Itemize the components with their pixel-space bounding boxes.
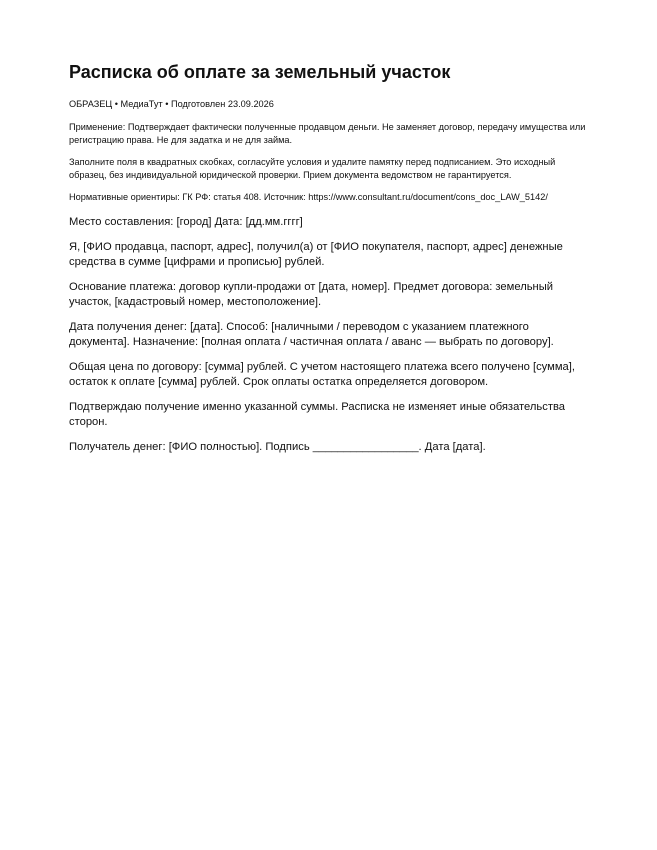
- confirmation-paragraph: Подтверждаю получение именно указанной суммы. Расписка не изменяет иные обязательства сторон.: [69, 400, 566, 428]
- signature-line-paragraph: Получатель денег: [ФИО полностью]. Подпись _________________. Дата [дата].: [69, 440, 486, 453]
- document-meta: ОБРАЗЕЦ • МедиаТут • Подготовлен 23.09.2026: [69, 99, 274, 109]
- receipt-statement-paragraph: Я, [ФИО продавца, паспорт, адрес], получил(а) от [ФИО покупателя, паспорт, адрес] денежные средства в сумме [цифрами и прописью] рублей.: [69, 240, 563, 268]
- price-balance-paragraph: Общая цена по договору: [сумма] рублей. С учетом настоящего платежа всего получено [сумма], остаток к оплате [сумма] рублей. Срок оплаты остатка определяется договором.: [69, 360, 575, 388]
- place-and-date-paragraph: Место составления: [город] Дата: [дд.мм.гггг]: [69, 216, 303, 228]
- document-title: Расписка об оплате за земельный участок: [69, 62, 451, 82]
- payment-details-paragraph: Дата получения денег: [дата]. Способ: [наличными / переводом с указанием платежного документа]. Назначение: [полная оплата / частичная оплата / аванс — выбрать по договору].: [69, 320, 554, 348]
- fill-instructions-note: Заполните поля в квадратных скобках, согласуйте условия и удалите памятку перед подписанием. Это исходный образец, без индивидуальной юридической проверки. Прием документа ведомством не гарантируется.: [69, 157, 556, 180]
- legal-reference-note: Нормативные ориентиры: ГК РФ: статья 408. Источник: https://www.consultant.ru/document/cons_doc_LAW_5142/: [69, 192, 548, 202]
- payment-basis-paragraph: Основание платежа: договор купли-продажи от [дата, номер]. Предмет договора: земельный участок, [кадастровый номер, местоположение].: [69, 280, 554, 308]
- usage-note: Применение: Подтверждает фактически полученные продавцом деньги. Не заменяет договор, передачу имущества или регистрацию права. Не для задатка и не для займа.: [69, 122, 586, 145]
